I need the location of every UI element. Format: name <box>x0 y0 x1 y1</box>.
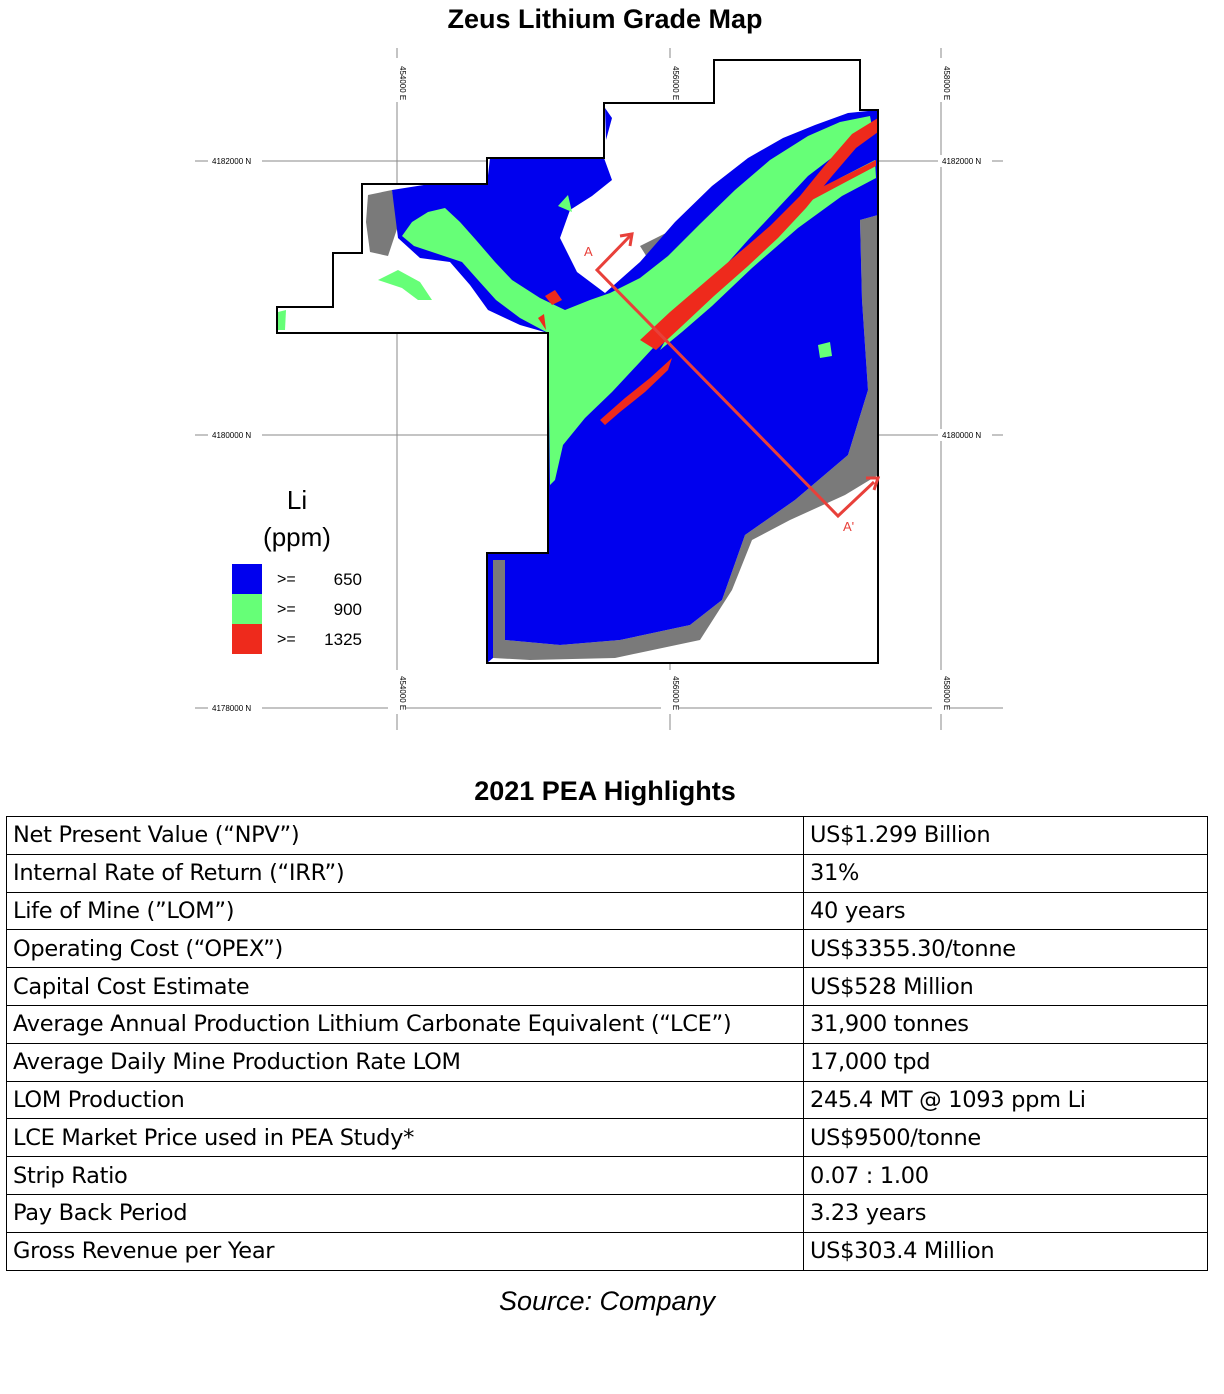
legend-value-900: 900 <box>333 600 362 619</box>
row-value: US$3355.30/tonne <box>804 930 1208 968</box>
row-label: Life of Mine (”LOM”) <box>7 892 804 930</box>
table-row <box>7 1157 1208 1195</box>
easting-label-bottom-2: 456000 E <box>671 676 680 711</box>
easting-label-top-1: 454000 E <box>398 66 407 101</box>
northing-label-left-2: 4180000 N <box>212 431 252 440</box>
table-row <box>7 1005 1208 1043</box>
row-label: LOM Production <box>7 1081 804 1119</box>
row-value: US$528 Million <box>804 968 1208 1006</box>
table-row <box>7 817 1208 855</box>
legend-op-650: >= <box>277 571 296 588</box>
row-label: Average Annual Production Lithium Carbonate Equivalent (“LCE”) <box>7 1005 804 1043</box>
section-end-label: A' <box>843 519 855 534</box>
table-row <box>7 854 1208 892</box>
row-label: Strip Ratio <box>7 1157 804 1195</box>
table-row <box>7 930 1208 968</box>
table-title: 2021 PEA Highlights <box>474 776 736 806</box>
row-value: 17,000 tpd <box>804 1043 1208 1081</box>
table-row <box>7 1194 1208 1232</box>
legend-op-900: >= <box>277 601 296 618</box>
legend-swatch-1325 <box>232 624 262 654</box>
pea-highlights-table <box>6 816 1208 1271</box>
table-row <box>7 1081 1208 1119</box>
northing-label-right-1: 4182000 N <box>942 157 982 166</box>
row-value: 31% <box>804 854 1208 892</box>
table-row <box>7 1043 1208 1081</box>
row-label: Operating Cost (“OPEX”) <box>7 930 804 968</box>
table-row <box>7 968 1208 1006</box>
row-value: 3.23 years <box>804 1194 1208 1232</box>
row-label: LCE Market Price used in PEA Study* <box>7 1119 804 1157</box>
row-label: Capital Cost Estimate <box>7 968 804 1006</box>
row-label: Pay Back Period <box>7 1194 804 1232</box>
row-value: US$1.299 Billion <box>804 817 1208 855</box>
northing-label-left-1: 4182000 N <box>212 157 252 166</box>
legend <box>232 485 362 654</box>
section-start-label: A <box>584 244 593 259</box>
legend-op-1325: >= <box>277 631 296 648</box>
legend-title-line2: (ppm) <box>263 522 331 552</box>
legend-value-650: 650 <box>333 570 362 589</box>
row-label: Average Daily Mine Production Rate LOM <box>7 1043 804 1081</box>
legend-title-line1: Li <box>286 485 308 515</box>
northing-label-left-3: 4178000 N <box>212 704 252 713</box>
source-caption: Source: Company <box>498 1286 716 1316</box>
table-row <box>7 892 1208 930</box>
row-value: 40 years <box>804 892 1208 930</box>
row-value: 0.07 : 1.00 <box>804 1157 1208 1195</box>
row-value: US$303.4 Million <box>804 1232 1208 1270</box>
legend-swatch-900 <box>232 594 262 624</box>
row-value: 31,900 tonnes <box>804 1005 1208 1043</box>
legend-value-1325: 1325 <box>324 630 362 649</box>
table-row <box>7 1232 1208 1270</box>
map-title: Zeus Lithium Grade Map <box>447 4 763 34</box>
easting-label-bottom-3: 458000 E <box>942 676 951 711</box>
easting-label-bottom-1: 454000 E <box>398 676 407 711</box>
row-value: US$9500/tonne <box>804 1119 1208 1157</box>
row-label: Gross Revenue per Year <box>7 1232 804 1270</box>
table-row <box>7 1119 1208 1157</box>
easting-label-top-3: 458000 E <box>942 66 951 101</box>
northing-label-right-2: 4180000 N <box>942 431 982 440</box>
row-label: Internal Rate of Return (“IRR”) <box>7 854 804 892</box>
row-value: 245.4 MT @ 1093 ppm Li <box>804 1081 1208 1119</box>
easting-label-top-2: 456000 E <box>671 66 680 101</box>
row-label: Net Present Value (“NPV”) <box>7 817 804 855</box>
legend-swatch-650 <box>232 564 262 594</box>
